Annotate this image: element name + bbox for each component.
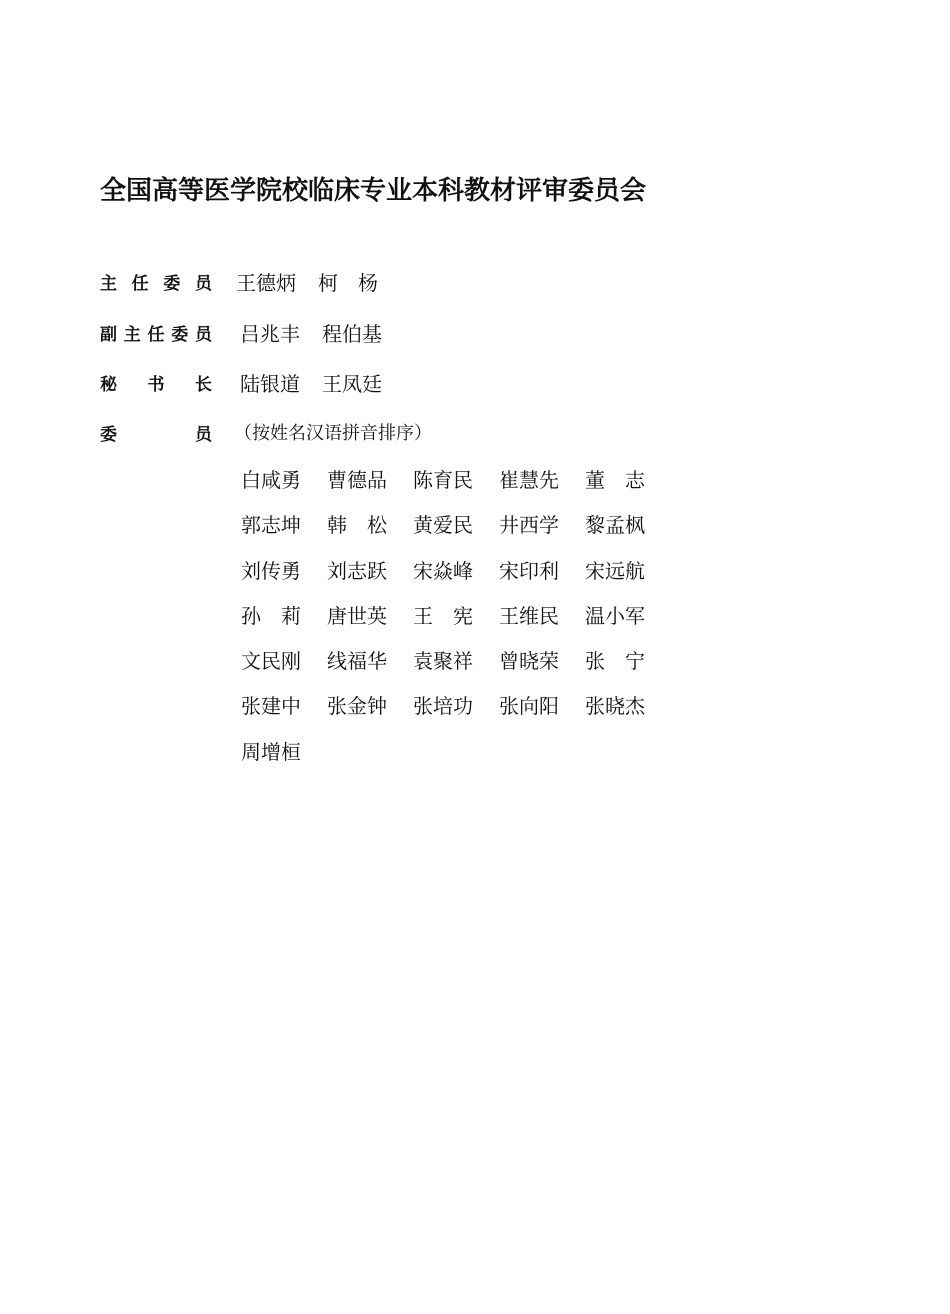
- member-name: 张金钟: [327, 694, 387, 719]
- member-name: 温小军: [585, 603, 645, 628]
- sort-note: （按姓名汉语拼音排序）: [234, 423, 432, 444]
- member-name: 孙 莉: [241, 603, 301, 628]
- member-name: 张向阳: [499, 694, 559, 719]
- member-name: 线福华: [327, 649, 387, 674]
- member-name: 崔慧先: [499, 468, 559, 492]
- person-name: 程伯基: [322, 321, 382, 346]
- member-name: 韩 松: [327, 513, 387, 538]
- member-name: 井西学: [499, 513, 559, 538]
- member-name: 袁聚祥: [413, 649, 473, 674]
- member-name: 刘志跃: [327, 558, 387, 583]
- member-name: 黄爱民: [413, 513, 473, 538]
- role-label: 副 主 任 委 员: [100, 324, 212, 345]
- role-row-members: [100, 417, 432, 447]
- person-name: 柯 杨: [318, 270, 378, 295]
- member-name: 黎孟枫: [585, 513, 645, 538]
- member-name: 刘传勇: [241, 558, 301, 583]
- role-row-secretary-general: [100, 367, 404, 397]
- member-name: 白咸勇: [241, 468, 301, 492]
- role-label: 秘 书 长: [100, 374, 212, 395]
- role-label: 委 员: [100, 424, 212, 445]
- member-name: 陈育民: [413, 468, 473, 492]
- role-names: [240, 368, 404, 397]
- role-label: 主 任 委 员: [100, 273, 212, 294]
- role-row-deputy-director: [100, 317, 404, 347]
- member-name: 张 宁: [585, 649, 645, 674]
- role-row-director: [100, 266, 400, 296]
- member-name: 王维民: [499, 603, 559, 628]
- person-name: 王德炳: [236, 270, 296, 295]
- member-name: 张培功: [413, 694, 473, 719]
- member-name: 唐世英: [327, 603, 387, 628]
- member-name: 宋焱峰: [413, 558, 473, 583]
- role-names: [240, 318, 404, 347]
- member-name: 周增桓: [241, 739, 301, 764]
- member-name: 宋印利: [499, 558, 559, 583]
- member-name: 曾晓荣: [499, 649, 559, 674]
- member-list: [241, 465, 671, 782]
- person-name: 陆银道: [240, 371, 300, 396]
- person-name: 王凤廷: [322, 371, 382, 396]
- member-name: 曹德品: [327, 468, 387, 492]
- page-title: 全国高等医学院校临床专业本科教材评审委员会: [100, 176, 647, 206]
- member-name: 宋远航: [585, 558, 645, 583]
- person-name: 吕兆丰: [240, 321, 300, 346]
- member-name: 张建中: [241, 694, 301, 719]
- member-name: 张晓杰: [585, 694, 645, 719]
- member-name: 王 宪: [413, 603, 473, 628]
- member-name: 文民刚: [241, 649, 301, 674]
- member-name: 董 志: [585, 468, 645, 492]
- role-names: [236, 267, 400, 296]
- member-name: 郭志坤: [241, 513, 301, 538]
